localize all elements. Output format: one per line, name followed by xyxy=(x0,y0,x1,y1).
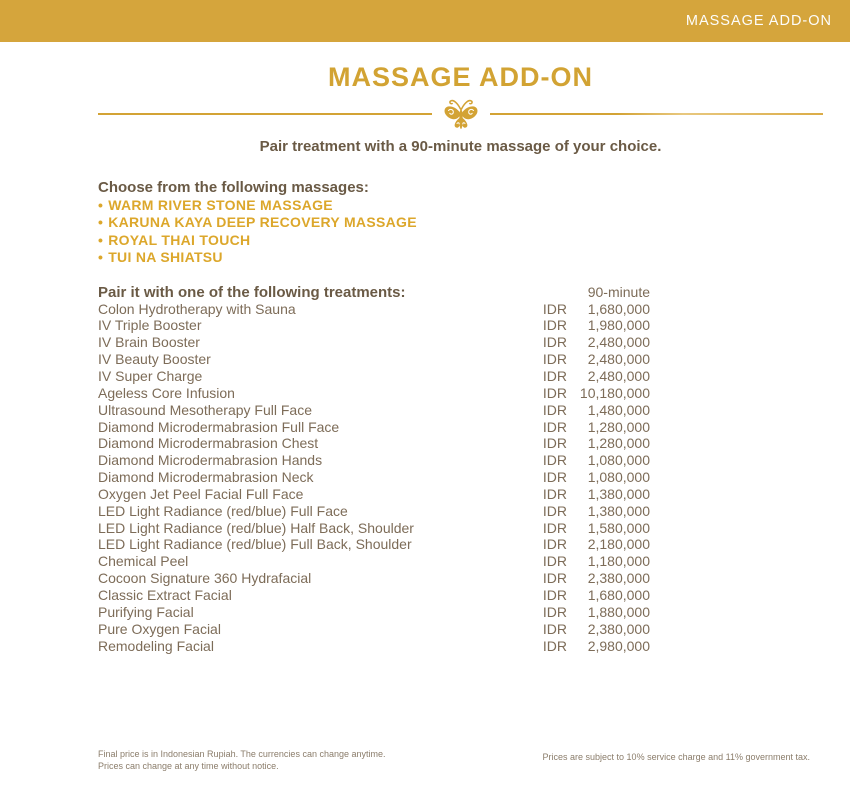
currency-label: IDR xyxy=(542,334,567,351)
treatment-price: 2,380,000 xyxy=(587,570,650,587)
currency-label: IDR xyxy=(542,368,567,384)
currency-label: IDR xyxy=(542,620,567,637)
currency-label: IDR xyxy=(542,351,567,368)
table-row xyxy=(98,385,650,402)
massages-list xyxy=(98,197,823,267)
table-row xyxy=(98,452,650,469)
treatment-price: 1,080,000 xyxy=(587,452,650,469)
currency-label: IDR xyxy=(542,452,567,469)
treatment-name: Chemical Peel xyxy=(98,553,189,570)
treatments-rows xyxy=(98,301,650,655)
treatments-header-row xyxy=(98,284,650,301)
table-row xyxy=(98,621,650,638)
table-row xyxy=(98,419,650,436)
table-row xyxy=(98,638,650,655)
currency-label: IDR xyxy=(542,570,567,587)
table-row xyxy=(98,503,650,520)
table-row xyxy=(98,435,650,452)
table-row xyxy=(98,520,650,537)
massages-section xyxy=(98,179,823,267)
butterfly-icon xyxy=(441,96,481,132)
bullet-icon: • xyxy=(98,214,104,231)
currency-label: IDR xyxy=(542,418,567,435)
treatment-name: IV Beauty Booster xyxy=(98,351,211,368)
treatment-price: 1,480,000 xyxy=(587,401,650,418)
currency-label: IDR xyxy=(542,637,567,654)
massage-list-item xyxy=(98,232,823,249)
massage-name: WARM RIVER STONE MASSAGE xyxy=(108,197,333,213)
treatment-price: 1,880,000 xyxy=(587,603,650,620)
duration-column-header: 90-minute xyxy=(587,283,650,300)
treatment-name: Classic Extract Facial xyxy=(98,586,232,603)
treatment-price: 2,380,000 xyxy=(587,620,650,637)
footer-tax-note: Prices are subject to 10% service charge and 11% government tax. xyxy=(542,752,810,762)
treatment-name: Diamond Microdermabrasion Neck xyxy=(98,469,314,486)
treatments-table xyxy=(98,284,650,655)
treatment-price: 2,180,000 xyxy=(587,536,650,553)
table-row xyxy=(98,301,650,318)
treatment-name: LED Light Radiance (red/blue) Full Face xyxy=(98,502,348,519)
top-banner xyxy=(0,0,850,42)
treatment-price: 1,380,000 xyxy=(587,502,650,519)
treatment-price: 1,180,000 xyxy=(587,553,650,570)
currency-label: IDR xyxy=(542,401,567,418)
currency-label: IDR xyxy=(542,603,567,620)
bullet-icon: • xyxy=(98,249,104,266)
treatment-price: 1,580,000 xyxy=(587,519,650,536)
treatment-name: Ageless Core Infusion xyxy=(98,384,235,401)
treatment-price: 2,480,000 xyxy=(587,351,650,368)
currency-label: IDR xyxy=(542,536,567,553)
currency-label: IDR xyxy=(542,502,567,519)
table-row xyxy=(98,368,650,385)
treatment-price: 1,680,000 xyxy=(587,586,650,603)
divider-line-left xyxy=(98,113,432,115)
table-row xyxy=(98,553,650,570)
page-subtitle: Pair treatment with a 90-minute massage of your choice. xyxy=(259,138,662,155)
treatment-price: 1,280,000 xyxy=(587,418,650,435)
treatment-name: Colon Hydrotherapy with Sauna xyxy=(98,300,296,317)
treatments-heading: Pair it with one of the following treatments: xyxy=(98,283,406,301)
currency-label: IDR xyxy=(542,519,567,536)
bullet-icon: • xyxy=(98,197,104,213)
massage-name: ROYAL THAI TOUCH xyxy=(108,231,251,248)
ornamental-divider xyxy=(98,96,823,132)
treatment-price: 2,480,000 xyxy=(587,334,650,351)
treatment-name: Ultrasound Mesotherapy Full Face xyxy=(98,401,312,418)
currency-label: IDR xyxy=(542,485,567,502)
treatment-name: LED Light Radiance (red/blue) Half Back, Shoulder xyxy=(98,519,414,536)
treatment-name: Diamond Microdermabrasion Chest xyxy=(98,435,319,452)
treatment-price: 1,680,000 xyxy=(587,300,650,317)
currency-label: IDR xyxy=(542,384,567,401)
treatment-price: 1,280,000 xyxy=(587,435,650,452)
currency-label: IDR xyxy=(542,317,567,334)
treatment-name: IV Brain Booster xyxy=(98,334,200,351)
treatment-name: LED Light Radiance (red/blue) Full Back, Shoulder xyxy=(98,536,412,553)
currency-label: IDR xyxy=(542,435,567,452)
massage-list-item xyxy=(98,249,823,266)
currency-label: IDR xyxy=(542,553,567,570)
page-title: MASSAGE ADD-ON xyxy=(327,62,593,92)
currency-label: IDR xyxy=(542,469,567,486)
footer-note-change: Prices can change at any time without notice. xyxy=(98,761,279,771)
bullet-icon: • xyxy=(98,231,104,248)
treatment-price: 1,080,000 xyxy=(587,469,650,486)
treatment-price: 2,980,000 xyxy=(587,637,650,654)
massage-name: TUI NA SHIATSU xyxy=(108,249,223,266)
treatment-name: Pure Oxygen Facial xyxy=(98,620,221,637)
table-row xyxy=(98,317,650,334)
treatment-name: Purifying Facial xyxy=(98,603,194,620)
massage-list-item xyxy=(98,197,823,214)
table-row xyxy=(98,351,650,368)
table-row xyxy=(98,469,650,486)
treatment-name: IV Super Charge xyxy=(98,368,203,384)
treatment-price: 2,480,000 xyxy=(587,368,650,384)
massages-heading: Choose from the following massages: xyxy=(98,179,369,196)
table-row xyxy=(98,334,650,351)
treatment-name: Diamond Microdermabrasion Hands xyxy=(98,452,323,469)
divider-line-right xyxy=(490,113,824,115)
treatment-name: Diamond Microdermabrasion Full Face xyxy=(98,418,340,435)
table-row xyxy=(98,604,650,621)
table-row xyxy=(98,536,650,553)
table-row xyxy=(98,486,650,503)
footer xyxy=(98,748,810,772)
treatment-name: Cocoon Signature 360 Hydrafacial xyxy=(98,570,312,587)
currency-label: IDR xyxy=(542,300,567,317)
treatment-name: Remodeling Facial xyxy=(98,637,214,654)
treatment-price: 10,180,000 xyxy=(579,384,650,401)
footer-left-notes xyxy=(98,748,386,772)
treatment-price: 1,980,000 xyxy=(587,317,650,334)
treatment-name: IV Triple Booster xyxy=(98,317,202,334)
table-row xyxy=(98,402,650,419)
table-row xyxy=(98,587,650,604)
footer-note-currency: Final price is in Indonesian Rupiah. The currencies can change anytime. xyxy=(98,749,386,759)
currency-label: IDR xyxy=(542,586,567,603)
massage-name: KARUNA KAYA DEEP RECOVERY MASSAGE xyxy=(108,214,417,231)
page-content xyxy=(98,42,823,654)
treatment-name: Oxygen Jet Peel Facial Full Face xyxy=(98,485,304,502)
treatment-price: 1,380,000 xyxy=(587,485,650,502)
top-banner-label: MASSAGE ADD-ON xyxy=(685,13,832,29)
table-row xyxy=(98,570,650,587)
massage-list-item xyxy=(98,214,823,231)
